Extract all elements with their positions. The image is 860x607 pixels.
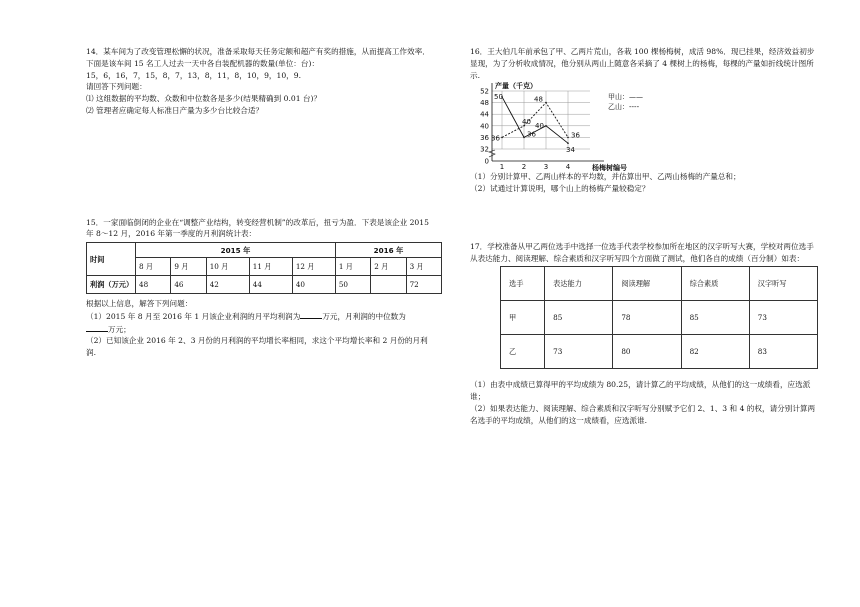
q16-intro: 16．王大伯几年前承包了甲、乙两片荒山，各栽 100 棵杨梅树，成活 98%．现已挂果，经济效益初步显现，为了分析收成情况，他分别从两山上随意各采摘了 4 棵树上的杨梅，每棵的产量如折线统计图所示.	[470, 47, 815, 80]
data-label: 36	[571, 131, 580, 140]
q15-profit: 44	[249, 276, 292, 294]
q15-profit-table	[86, 242, 442, 294]
x-axis-label: 杨梅树编号	[592, 164, 627, 172]
q15-sub1-part-a: （1）2015 年 8 月至 2016 年 1 月该企业利润的月平均利润为	[86, 311, 301, 321]
q15-sub1	[86, 310, 431, 336]
q15-profit: 50	[335, 276, 370, 294]
q17-cell: 73	[545, 335, 613, 369]
q17-cell: 83	[749, 335, 817, 369]
data-point	[545, 125, 547, 127]
data-label: 48	[534, 95, 543, 104]
q15-profit: 40	[292, 276, 335, 294]
q17-header: 选手	[501, 267, 545, 301]
x-tick-label: 1	[499, 163, 505, 172]
q17-header: 综合素质	[681, 267, 749, 301]
q16-sub2: （2）试通过计算说明，哪个山上的杨梅产量较稳定？	[470, 184, 650, 194]
question-15	[86, 217, 431, 359]
q14-prompt: 请回答下列问题：	[86, 82, 147, 92]
x-tick-label: 3	[543, 163, 549, 172]
y-tick-label: 48	[480, 99, 489, 108]
legend-label: 乙山：----	[608, 103, 640, 112]
data-point	[567, 143, 569, 145]
q15-month: 12 月	[292, 258, 335, 276]
question-17	[470, 241, 820, 427]
q15-month: 10 月	[206, 258, 249, 276]
q15-year-2015: 2015 年	[136, 243, 336, 258]
y-tick-label: 52	[480, 87, 489, 96]
x-tick-label: 4	[565, 163, 571, 172]
data-point	[545, 102, 547, 104]
q15-sub1-part-c: 万元；	[108, 324, 131, 334]
q15-month: 1 月	[335, 258, 370, 276]
q17-cell: 乙	[501, 335, 545, 369]
q14-data: 15，6，16，7，15，8，7，13，8，11，8，10，9，10，9.	[86, 70, 302, 80]
q15-prompt: 根据以上信息，解答下列问题：	[86, 299, 193, 309]
legend-label: 甲山：——	[608, 93, 643, 102]
q14-sub1: ⑴ 这组数据的平均数、众数和中位数各是多少(结果精确到 0.01 台)？	[86, 94, 322, 104]
y-tick-label: 0	[484, 157, 489, 166]
question-14	[86, 46, 431, 117]
data-label: 40	[522, 118, 531, 127]
y-tick-label: 40	[480, 122, 489, 131]
q15-profit: 72	[406, 276, 441, 294]
q15-month: 9 月	[171, 258, 206, 276]
q15-intro: 15．一家面临倒闭的企业在“调整产业结构，转变经营机制”的改革后，扭亏为盈．下表是该企业 2015 年 8～12 月，2016 年第一季度的月利润统计表：	[86, 217, 429, 239]
q15-month: 3 月	[406, 258, 441, 276]
yield-line-chart	[470, 81, 650, 171]
q15-time-label: 时间	[87, 243, 136, 276]
q17-sub1: （1）由表中成绩已算得甲的平均成绩为 80.25，请计算乙的平均成绩，从他们的这一成绩看，应选派谁；	[470, 380, 811, 402]
q17-cell: 78	[613, 301, 681, 335]
answer-blank	[86, 323, 108, 332]
q17-header: 汉字听写	[749, 267, 817, 301]
data-point	[501, 137, 503, 139]
q14-sub2: ⑵ 管理者应确定每人标准日产量为多少台比较合适？	[86, 105, 264, 115]
answer-blank	[300, 310, 322, 319]
q15-month: 11 月	[249, 258, 292, 276]
data-label: 36	[527, 130, 536, 139]
q15-month: 2 月	[371, 258, 406, 276]
y-axis-label: 产量（千克）	[495, 82, 537, 91]
q17-cell: 73	[749, 301, 817, 335]
q15-sub2: （2）已知该企业 2016 年 2、3 月份的月利润的平均增长率相同，求这个平均增长率和 2 月份的月利润.	[86, 336, 428, 358]
y-tick-label: 32	[480, 145, 489, 154]
x-tick-label: 2	[521, 163, 527, 172]
y-tick-label: 36	[480, 134, 489, 143]
q17-header: 表达能力	[545, 267, 613, 301]
left-column	[86, 46, 431, 359]
q15-profit: 46	[171, 276, 206, 294]
q15-sub1-part-b: 万元，月利润的中位数为	[322, 311, 406, 321]
question-16	[470, 46, 820, 195]
q17-cell: 85	[545, 301, 613, 335]
q15-profit: 42	[206, 276, 249, 294]
data-label: 34	[566, 146, 575, 155]
q17-header: 阅读理解	[613, 267, 681, 301]
y-tick-label: 44	[480, 110, 489, 119]
q14-intro: 14．某车间为了改变管理松懈的状况，准备采取每天任务定额和超产有奖的措施，从而提高工作效率．下面是该车间 15 名工人过去一天中各自装配机器的数量(单位：台)：	[86, 47, 430, 68]
right-column	[470, 46, 820, 426]
data-label: 36	[491, 134, 500, 143]
data-point	[523, 137, 525, 139]
q15-profit: 48	[136, 276, 171, 294]
q17-cell: 82	[681, 335, 749, 369]
q17-score-table	[500, 266, 818, 369]
q16-sub1: （1）分别计算甲、乙两山样本的平均数，并估算出甲、乙两山杨梅的产量总和；	[470, 172, 741, 182]
q15-profit-label: 利润（万元）	[87, 276, 136, 294]
q15-profit	[371, 276, 406, 294]
q17-cell: 甲	[501, 301, 545, 335]
q17-sub2: （2）如果表达能力、阅读理解、综合素质和汉字听写分别赋予它们 2、1、3 和 4 的权，请分别计算两名选手的平均成绩，从他们的这一成绩看，应选派谁.	[470, 403, 816, 425]
data-label: 40	[535, 122, 544, 131]
q17-cell: 80	[613, 335, 681, 369]
q15-month: 8 月	[136, 258, 171, 276]
q17-intro: 17．学校准备从甲乙两位选手中选择一位选手代表学校参加所在地区的汉字听写大赛，学校对两位选手从表达能力、阅读理解、综合素质和汉字听写四个方面做了测试，他们各自的成绩（百分制）如表：	[470, 241, 814, 263]
data-label: 50	[494, 93, 503, 102]
data-point	[567, 137, 569, 139]
q15-year-2016: 2016 年	[335, 243, 441, 258]
q17-cell: 85	[681, 301, 749, 335]
